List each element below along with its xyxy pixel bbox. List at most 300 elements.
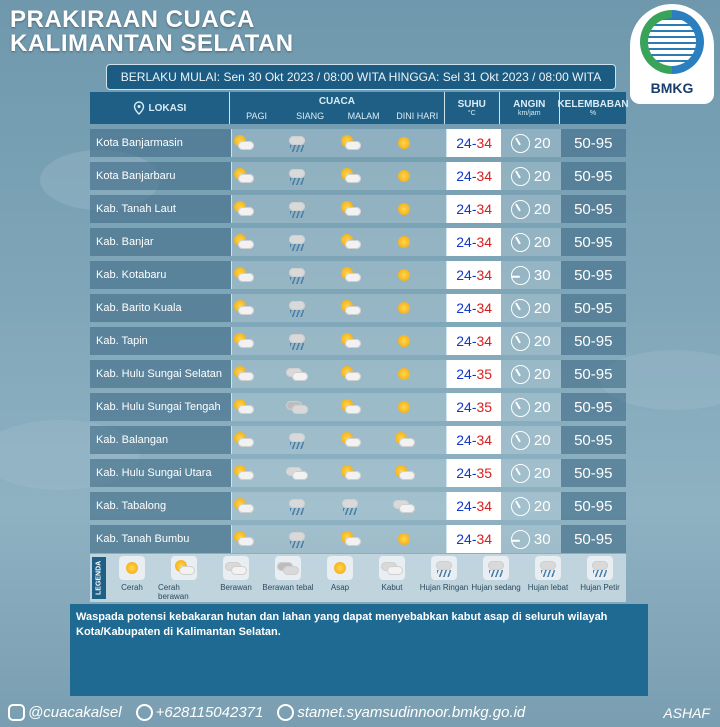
whatsapp-contact[interactable]: [136, 704, 264, 722]
instagram-icon: [8, 704, 25, 721]
legend-swatch: [379, 556, 405, 580]
header-cuaca: [230, 92, 445, 124]
footer: [0, 698, 720, 727]
instagram-handle: @cuacakalsel: [28, 703, 122, 721]
weather-cell: [286, 399, 340, 415]
table-row: [90, 393, 626, 421]
legend-item-label: Berawan tebal: [262, 582, 314, 592]
temp-separator: -: [471, 366, 477, 382]
wind-speed: 20: [533, 233, 551, 251]
weather-cells: [231, 360, 447, 388]
cerah-berawan-icon: [339, 333, 393, 349]
hujan-sedang-icon: [286, 201, 340, 217]
wind-direction-icon: [511, 134, 530, 153]
weather-cell: [232, 333, 286, 349]
cerah-berawan-icon: [393, 465, 447, 481]
legend-swatch: [587, 556, 613, 580]
wind-direction-icon: [511, 266, 530, 285]
hujan-petir-icon: [589, 560, 611, 576]
table-row: [90, 129, 626, 157]
wind-speed: 20: [533, 464, 551, 482]
website-link[interactable]: [277, 704, 525, 722]
legend-items: [106, 556, 626, 601]
weather-cell: [232, 465, 286, 481]
weather-cell: [339, 201, 393, 217]
wind: [501, 233, 561, 252]
legend-item-label: Hujan Petir: [580, 582, 620, 592]
location-name: Kab. Hulu Sungai Utara: [90, 459, 231, 487]
legend-item: [314, 556, 366, 601]
title-line-1: PRAKIRAAN CUACA: [10, 6, 255, 33]
humidity: 50-95: [561, 525, 627, 553]
legend-item: [262, 556, 314, 601]
weather-cells: [231, 525, 447, 553]
location-name: Kota Banjarmasin: [90, 129, 231, 157]
berawan-tebal-icon: [286, 399, 340, 415]
temp-max: 34: [476, 333, 493, 349]
berawan-tebal-icon: [277, 560, 299, 576]
header-cuaca-label: CUACA: [318, 95, 355, 107]
cerah-berawan-icon: [232, 465, 286, 481]
location-name: Kab. Hulu Sungai Selatan: [90, 360, 231, 388]
temp-min: 24: [456, 300, 472, 316]
hujan-ringan-icon: [286, 432, 340, 448]
wind: [501, 299, 561, 318]
weather-cells: [231, 228, 447, 256]
cerah-icon: [393, 300, 447, 316]
table-row: [90, 261, 626, 289]
weather-cell: [393, 201, 447, 217]
table-header: [90, 92, 629, 124]
weather-cell: [393, 168, 447, 184]
temp-max: 34: [476, 498, 493, 514]
wind-speed: 20: [533, 365, 551, 383]
cerah-berawan-icon: [232, 399, 286, 415]
header-siang: SIANG: [296, 110, 325, 121]
humidity: 50-95: [561, 129, 627, 157]
table-row: [90, 327, 626, 355]
weather-cell: [339, 300, 393, 316]
weather-cell: [339, 432, 393, 448]
weather-cell: [339, 234, 393, 250]
wind-direction-icon: [511, 431, 530, 450]
table-row: [90, 525, 626, 553]
wind-speed: 20: [533, 200, 551, 218]
weather-cell: [393, 432, 447, 448]
cerah-icon: [393, 168, 447, 184]
legend-item-label: Cerah: [121, 582, 143, 592]
temp-min: 24: [456, 498, 472, 514]
wind-speed: 20: [533, 134, 551, 152]
location-name: Kab. Barito Kuala: [90, 294, 231, 322]
wind: [501, 167, 561, 186]
temp-max: 35: [476, 399, 493, 415]
header-suhu-label: SUHU: [457, 99, 486, 110]
weather-cells: [231, 162, 447, 190]
cerah-berawan-icon: [232, 234, 286, 250]
header-angin: [500, 92, 560, 124]
cerah-berawan-icon: [339, 135, 393, 151]
legend-item: [366, 556, 418, 601]
cerah-berawan-icon: [232, 333, 286, 349]
table-row: [90, 162, 626, 190]
temp-max: 34: [476, 531, 493, 547]
wind-direction-icon: [511, 398, 530, 417]
table-row: [90, 294, 626, 322]
bmkg-emblem-icon: [640, 10, 704, 74]
weather-cells: [231, 426, 447, 454]
temp-separator: -: [471, 531, 477, 547]
whatsapp-number: +628115042371: [155, 703, 264, 721]
berawan-icon: [286, 465, 340, 481]
legend: [90, 554, 626, 602]
legend-swatch: [119, 556, 145, 580]
weather-cell: [286, 267, 340, 283]
humidity: 50-95: [561, 195, 627, 223]
humidity: 50-95: [561, 492, 627, 520]
cerah-berawan-icon: [232, 531, 286, 547]
weather-cell: [393, 498, 447, 514]
temp-min: 24: [456, 201, 472, 217]
hujan-ringan-icon: [286, 234, 340, 250]
wind: [501, 398, 561, 417]
weather-cells: [231, 195, 447, 223]
cerah-berawan-icon: [339, 399, 393, 415]
weather-cell: [286, 465, 340, 481]
weather-cell: [339, 168, 393, 184]
legend-label: LEGENDA: [92, 557, 106, 599]
berawan-icon: [286, 366, 340, 382]
website-url: stamet.syamsudinnoor.bmkg.go.id: [297, 703, 526, 721]
weather-cell: [286, 201, 340, 217]
temp-min: 24: [456, 168, 472, 184]
warning-text: Waspada potensi kebakaran hutan dan lahan yang dapat menyebabkan kabut asap di seluruh wilayah Kota/Kabupaten di Kalimantan Selatan.: [70, 604, 648, 696]
table-body: [90, 129, 626, 553]
wind-speed: 20: [533, 497, 551, 515]
title-line-2: KALIMANTAN SELATAN: [10, 30, 294, 57]
validity-period: BERLAKU MULAI: Sen 30 Okt 2023 / 08:00 WITA HINGGA: Sel 31 Okt 2023 / 08:00 WITA: [106, 64, 616, 90]
temp-max: 34: [476, 234, 493, 250]
temp-max: 35: [476, 366, 493, 382]
legend-swatch: [483, 556, 509, 580]
weather-cell: [339, 465, 393, 481]
temp-separator: -: [471, 432, 477, 448]
weather-cell: [339, 267, 393, 283]
signature: ASHAF: [663, 704, 710, 721]
header-suhu-unit: °C: [467, 110, 476, 117]
temp-max: 34: [476, 432, 493, 448]
cerah-icon: [393, 234, 447, 250]
humidity: 50-95: [561, 228, 627, 256]
table-row: [90, 360, 626, 388]
cerah-berawan-icon: [339, 366, 393, 382]
legend-swatch: [223, 556, 249, 580]
temperature: [447, 360, 501, 388]
header-kelembaban: [557, 92, 629, 124]
humidity: 50-95: [561, 294, 627, 322]
weather-cell: [286, 333, 340, 349]
wind-direction-icon: [511, 530, 530, 549]
weather-cells: [231, 492, 447, 520]
weather-cells: [231, 261, 447, 289]
cerah-berawan-icon: [173, 560, 195, 576]
weather-cell: [286, 300, 340, 316]
temp-min: 24: [456, 399, 472, 415]
weather-cell: [232, 300, 286, 316]
cerah-berawan-icon: [232, 366, 286, 382]
wind-speed: 20: [533, 332, 551, 350]
legend-item: [470, 556, 522, 601]
humidity: 50-95: [561, 459, 627, 487]
header-lokasi-label: LOKASI: [148, 102, 187, 114]
legend-item-label: Hujan lebat: [527, 582, 569, 592]
weather-cell: [232, 135, 286, 151]
cerah-berawan-icon: [393, 432, 447, 448]
location-name: Kab. Tabalong: [90, 492, 231, 520]
weather-cell: [286, 366, 340, 382]
cerah-berawan-icon: [232, 432, 286, 448]
wind: [501, 464, 561, 483]
wind-speed: 20: [533, 299, 551, 317]
kabut-icon: [381, 560, 403, 576]
wind: [501, 530, 561, 549]
humidity: 50-95: [561, 360, 627, 388]
cerah-icon: [393, 531, 447, 547]
temp-max: 34: [476, 300, 493, 316]
header-pagi: PAGI: [246, 110, 267, 121]
wind-speed: 30: [533, 530, 551, 548]
wind-direction-icon: [511, 497, 530, 516]
hujan-ringan-icon: [339, 498, 393, 514]
location-name: Kab. Balangan: [90, 426, 231, 454]
cerah-icon: [393, 201, 447, 217]
header-dini-hari: DINI HARI: [396, 110, 439, 121]
cerah-berawan-icon: [339, 267, 393, 283]
cerah-berawan-icon: [232, 300, 286, 316]
temperature: [447, 294, 501, 322]
temp-max: 34: [476, 267, 493, 283]
temperature: [447, 162, 501, 190]
location-name: Kab. Hulu Sungai Tengah: [90, 393, 231, 421]
hujan-lebat-icon: [537, 560, 559, 576]
temp-separator: -: [471, 234, 477, 250]
location-name: Kab. Kotabaru: [90, 261, 231, 289]
weather-cell: [232, 366, 286, 382]
weather-cell: [232, 531, 286, 547]
hujan-ringan-icon: [286, 267, 340, 283]
asap-icon: [329, 560, 351, 576]
temperature: [447, 492, 501, 520]
weather-cell: [339, 366, 393, 382]
weather-cell: [339, 399, 393, 415]
weather-cell: [339, 135, 393, 151]
wind-direction-icon: [511, 299, 530, 318]
legend-item-label: Kabut: [381, 582, 403, 592]
weather-cell: [339, 498, 393, 514]
table-row: [90, 459, 626, 487]
temp-separator: -: [471, 201, 477, 217]
cerah-berawan-icon: [232, 498, 286, 514]
cerah-berawan-icon: [339, 300, 393, 316]
location-name: Kab. Tapin: [90, 327, 231, 355]
header-angin-label: ANGIN: [513, 99, 546, 110]
legend-swatch: [275, 556, 301, 580]
hujan-ringan-icon: [286, 333, 340, 349]
weather-cell: [339, 333, 393, 349]
weather-cell: [393, 267, 447, 283]
table-row: [90, 492, 626, 520]
temperature: [447, 129, 501, 157]
wind-speed: 20: [533, 398, 551, 416]
temperature: [447, 261, 501, 289]
weather-cells: [231, 129, 447, 157]
bmkg-logo: [630, 4, 714, 104]
cerah-icon: [393, 366, 447, 382]
wind: [501, 200, 561, 219]
cerah-icon: [393, 333, 447, 349]
cerah-berawan-icon: [232, 267, 286, 283]
hujan-ringan-icon: [433, 560, 455, 576]
temp-min: 24: [456, 432, 472, 448]
legend-item: [574, 556, 626, 601]
legend-item: [210, 556, 262, 601]
legend-swatch: [171, 556, 197, 580]
humidity: 50-95: [561, 261, 627, 289]
weather-cell: [232, 267, 286, 283]
weather-cell: [286, 135, 340, 151]
temp-separator: -: [471, 333, 477, 349]
cerah-berawan-icon: [339, 432, 393, 448]
cerah-berawan-icon: [339, 531, 393, 547]
temperature: [447, 459, 501, 487]
location-name: Kab. Tanah Laut: [90, 195, 231, 223]
weather-cells: [231, 459, 447, 487]
weather-cell: [393, 465, 447, 481]
cerah-berawan-icon: [339, 234, 393, 250]
legend-item-label: Hujan Ringan: [419, 582, 469, 592]
cerah-berawan-icon: [232, 201, 286, 217]
location-name: Kab. Banjar: [90, 228, 231, 256]
temp-min: 24: [456, 465, 472, 481]
header-time-slots: [230, 111, 444, 121]
header-kelembaban-unit: %: [589, 110, 597, 117]
wind-direction-icon: [511, 332, 530, 351]
header-suhu: [445, 92, 500, 124]
legend-item-label: Asap: [330, 582, 350, 592]
cerah-icon: [121, 560, 143, 576]
legend-item: [158, 556, 210, 601]
weather-cell: [393, 135, 447, 151]
weather-cells: [231, 294, 447, 322]
berawan-icon: [225, 560, 247, 576]
hujan-ringan-icon: [286, 300, 340, 316]
hujan-ringan-icon: [286, 531, 340, 547]
wind-speed: 20: [533, 431, 551, 449]
weather-cell: [232, 432, 286, 448]
cerah-berawan-icon: [339, 168, 393, 184]
logo-text: BMKG: [650, 80, 694, 96]
humidity: 50-95: [561, 426, 627, 454]
weather-cells: [231, 327, 447, 355]
table-row: [90, 228, 626, 256]
weather-cell: [393, 333, 447, 349]
weather-cell: [286, 168, 340, 184]
weather-cell: [393, 366, 447, 382]
temp-max: 34: [476, 201, 493, 217]
location-pin-icon: [133, 101, 145, 115]
temp-separator: -: [471, 135, 477, 151]
wind: [501, 431, 561, 450]
header-malam: MALAM: [347, 110, 380, 121]
weather-cell: [393, 234, 447, 250]
legend-item-label: Hujan sedang: [471, 582, 521, 592]
humidity: 50-95: [561, 162, 627, 190]
weather-cell: [232, 201, 286, 217]
temperature: [447, 228, 501, 256]
wind: [501, 332, 561, 351]
wind-direction-icon: [511, 464, 530, 483]
wind: [501, 365, 561, 384]
cerah-berawan-icon: [232, 135, 286, 151]
wind-direction-icon: [511, 365, 530, 384]
weather-cells: [231, 393, 447, 421]
temperature: [447, 525, 501, 553]
legend-swatch: [327, 556, 353, 580]
temp-separator: -: [471, 465, 477, 481]
globe-icon: [277, 704, 294, 721]
cerah-icon: [393, 399, 447, 415]
legend-swatch: [535, 556, 561, 580]
weather-cell: [393, 300, 447, 316]
humidity: 50-95: [561, 393, 627, 421]
temp-separator: -: [471, 300, 477, 316]
legend-item-label: Berawan: [220, 582, 252, 592]
instagram-contact[interactable]: [8, 704, 122, 722]
temp-max: 35: [476, 465, 493, 481]
weather-cell: [393, 531, 447, 547]
temp-max: 34: [476, 168, 493, 184]
cerah-berawan-icon: [232, 168, 286, 184]
wind: [501, 266, 561, 285]
whatsapp-icon: [136, 704, 153, 721]
header-lokasi: [90, 92, 230, 124]
temp-separator: -: [471, 498, 477, 514]
temperature: [447, 393, 501, 421]
weather-cell: [286, 432, 340, 448]
wind-direction-icon: [511, 233, 530, 252]
weather-cell: [286, 531, 340, 547]
temperature: [447, 195, 501, 223]
temperature: [447, 426, 501, 454]
weather-cell: [232, 234, 286, 250]
weather-cell: [286, 234, 340, 250]
humidity: 50-95: [561, 327, 627, 355]
hujan-ringan-icon: [286, 168, 340, 184]
page-title: [10, 8, 294, 56]
temp-separator: -: [471, 399, 477, 415]
legend-item: [418, 556, 470, 601]
weather-cell: [232, 399, 286, 415]
hujan-ringan-icon: [286, 498, 340, 514]
temp-min: 24: [456, 333, 472, 349]
header-angin-unit: km/jam: [517, 110, 541, 117]
temp-min: 24: [456, 234, 472, 250]
weather-cell: [232, 498, 286, 514]
hujan-ringan-icon: [286, 135, 340, 151]
wind: [501, 134, 561, 153]
cerah-berawan-icon: [339, 465, 393, 481]
weather-cell: [339, 531, 393, 547]
